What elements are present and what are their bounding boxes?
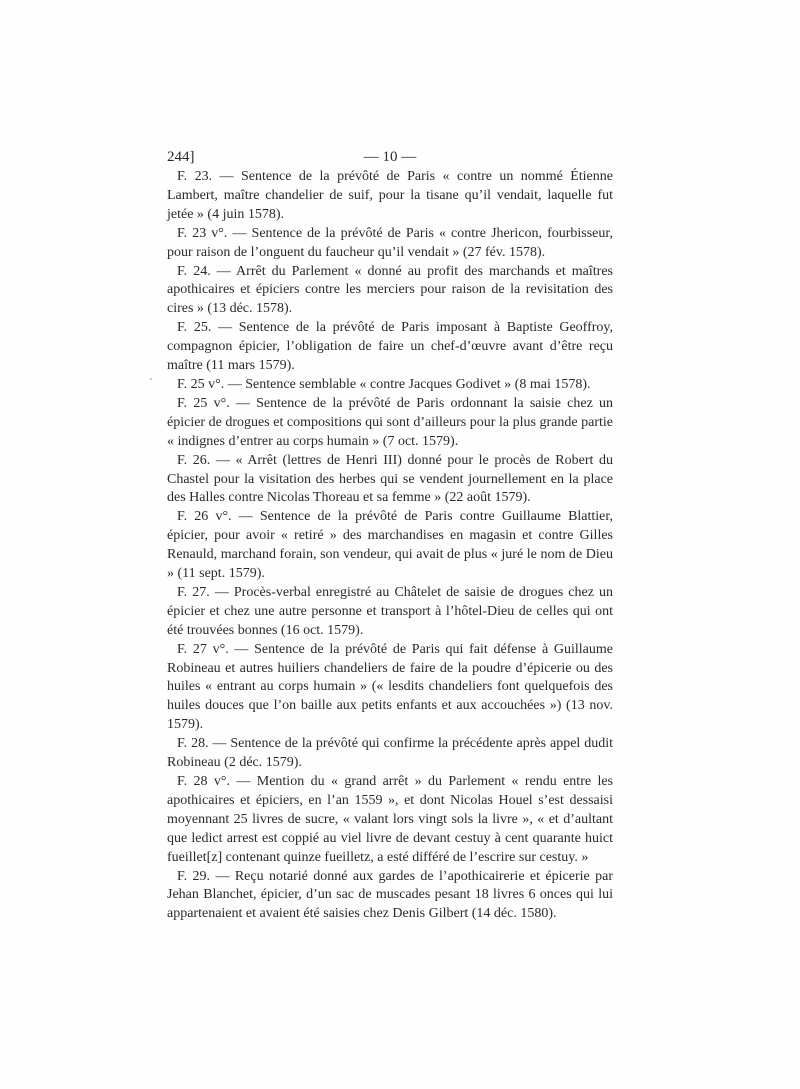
entry-f23: F. 23. — Sentence de la prévôté de Paris « contre un nommé Étienne Lambert, maître chandelier de suif, pour la tisane qu’il vendait, laquelle fut jetée » (4 juin 1578). [167,169,613,222]
entry-f28-verso: F. 28 v°. — Mention du « grand arrêt » du Parlement « rendu entre les apothicaires et épiciers, en l’an 1559 », et dont Nicolas Houel s’est dessaisi moyennant 25 livres de sucre, « valant lors vingt sols la livre », « et d’aultant que ledict arrest est coppié au viel livre de devant cestuy à cent quarante huict fueillet[z] contenant quinze fueilletz, a esté différé de l’escrire sur cestuy. » [167,774,613,865]
entry-f29: F. 29. — Reçu notarié donné aux gardes de l’apothicairerie et épicerie par Jehan Blanchet, épicier, d’un sac de muscades pesant 18 livres 6 onces qui lui appartenaient et avaient été saisies chez Denis Gilbert (14 déc. 1580). [167,868,613,922]
margin-speck [150,378,152,380]
entry-f26: F. 26. — « Arrêt (lettres de Henri III) donné pour le procès de Robert du Chastel pour la visitation des herbes qui se vendent journellement en la place des Halles contre Nicolas Thoreau et sa femme » (22 août 1579). [167,452,613,506]
entry-f27-verso: F. 27 v°. — Sentence de la prévôté de Paris qui fait défense à Guillaume Robineau et autres huiliers chandeliers de faire de la poudre d’épicerie ou des huiles « entrant au corps humain » (« lesdits chandeliers font quelquefois des huiles douces que l’on baille aux petits enfants et aux accouchées ») (13 nov. 1579). [167,641,613,733]
entry-f25-verso-a: F. 25 v°. — Sentence semblable « contre Jacques Godivet » (8 mai 1578). [177,376,591,392]
entry-f25: F. 25. — Sentence de la prévôté de Paris imposant à Baptiste Geoffroy, compagnon épicier, l’obligation de faire un chef-d’œuvre avant d’être reçu maître (11 mars 1579). [167,320,613,374]
entry-f24: F. 24. — Arrêt du Parlement « donné au profit des marchands et maîtres apothicaires et épiciers contre les merciers pour raison de la revisitation des cires » (13 déc. 1578). [167,263,613,317]
folio-number: — 10 — [363,149,417,165]
inventory-entries [167,168,613,924]
entry-f27: F. 27. — Procès-verbal enregistré au Châtelet de saisie de drogues chez un épicier et chez une autre personne et transport à l’hôtel-Dieu de celles qui ont été trouvées bonnes (16 oct. 1579). [167,584,613,638]
entry-f26-verso: F. 26 v°. — Sentence de la prévôté de Paris contre Guillaume Blattier, épicier, pour avoir « retiré » des marchandises en magasin et contre Gilles Renauld, marchand forain, son vendeur, qui avait de plus « juré le nom de Dieu » (11 sept. 1579). [167,509,613,582]
entry-f28: F. 28. — Sentence de la prévôté qui confirme la précédente après appel dudit Robineau (2 déc. 1579). [167,736,613,771]
page-header [167,146,613,168]
page-number: 244] [167,149,195,165]
entry-f25-verso-b: F. 25 v°. — Sentence de la prévôté de Paris ordonnant la saisie chez un épicier de drogues et compositions qui sont d’ailleurs pour la plus grande partie « indignes d’entrer au corps humain » (7 oct. 1579). [167,395,613,449]
entry-f23-verso: F. 23 v°. — Sentence de la prévôté de Paris « contre Jhericon, fourbisseur, pour raison de l’onguent du faucheur qu’il vendait » (27 fév. 1578). [167,225,613,260]
